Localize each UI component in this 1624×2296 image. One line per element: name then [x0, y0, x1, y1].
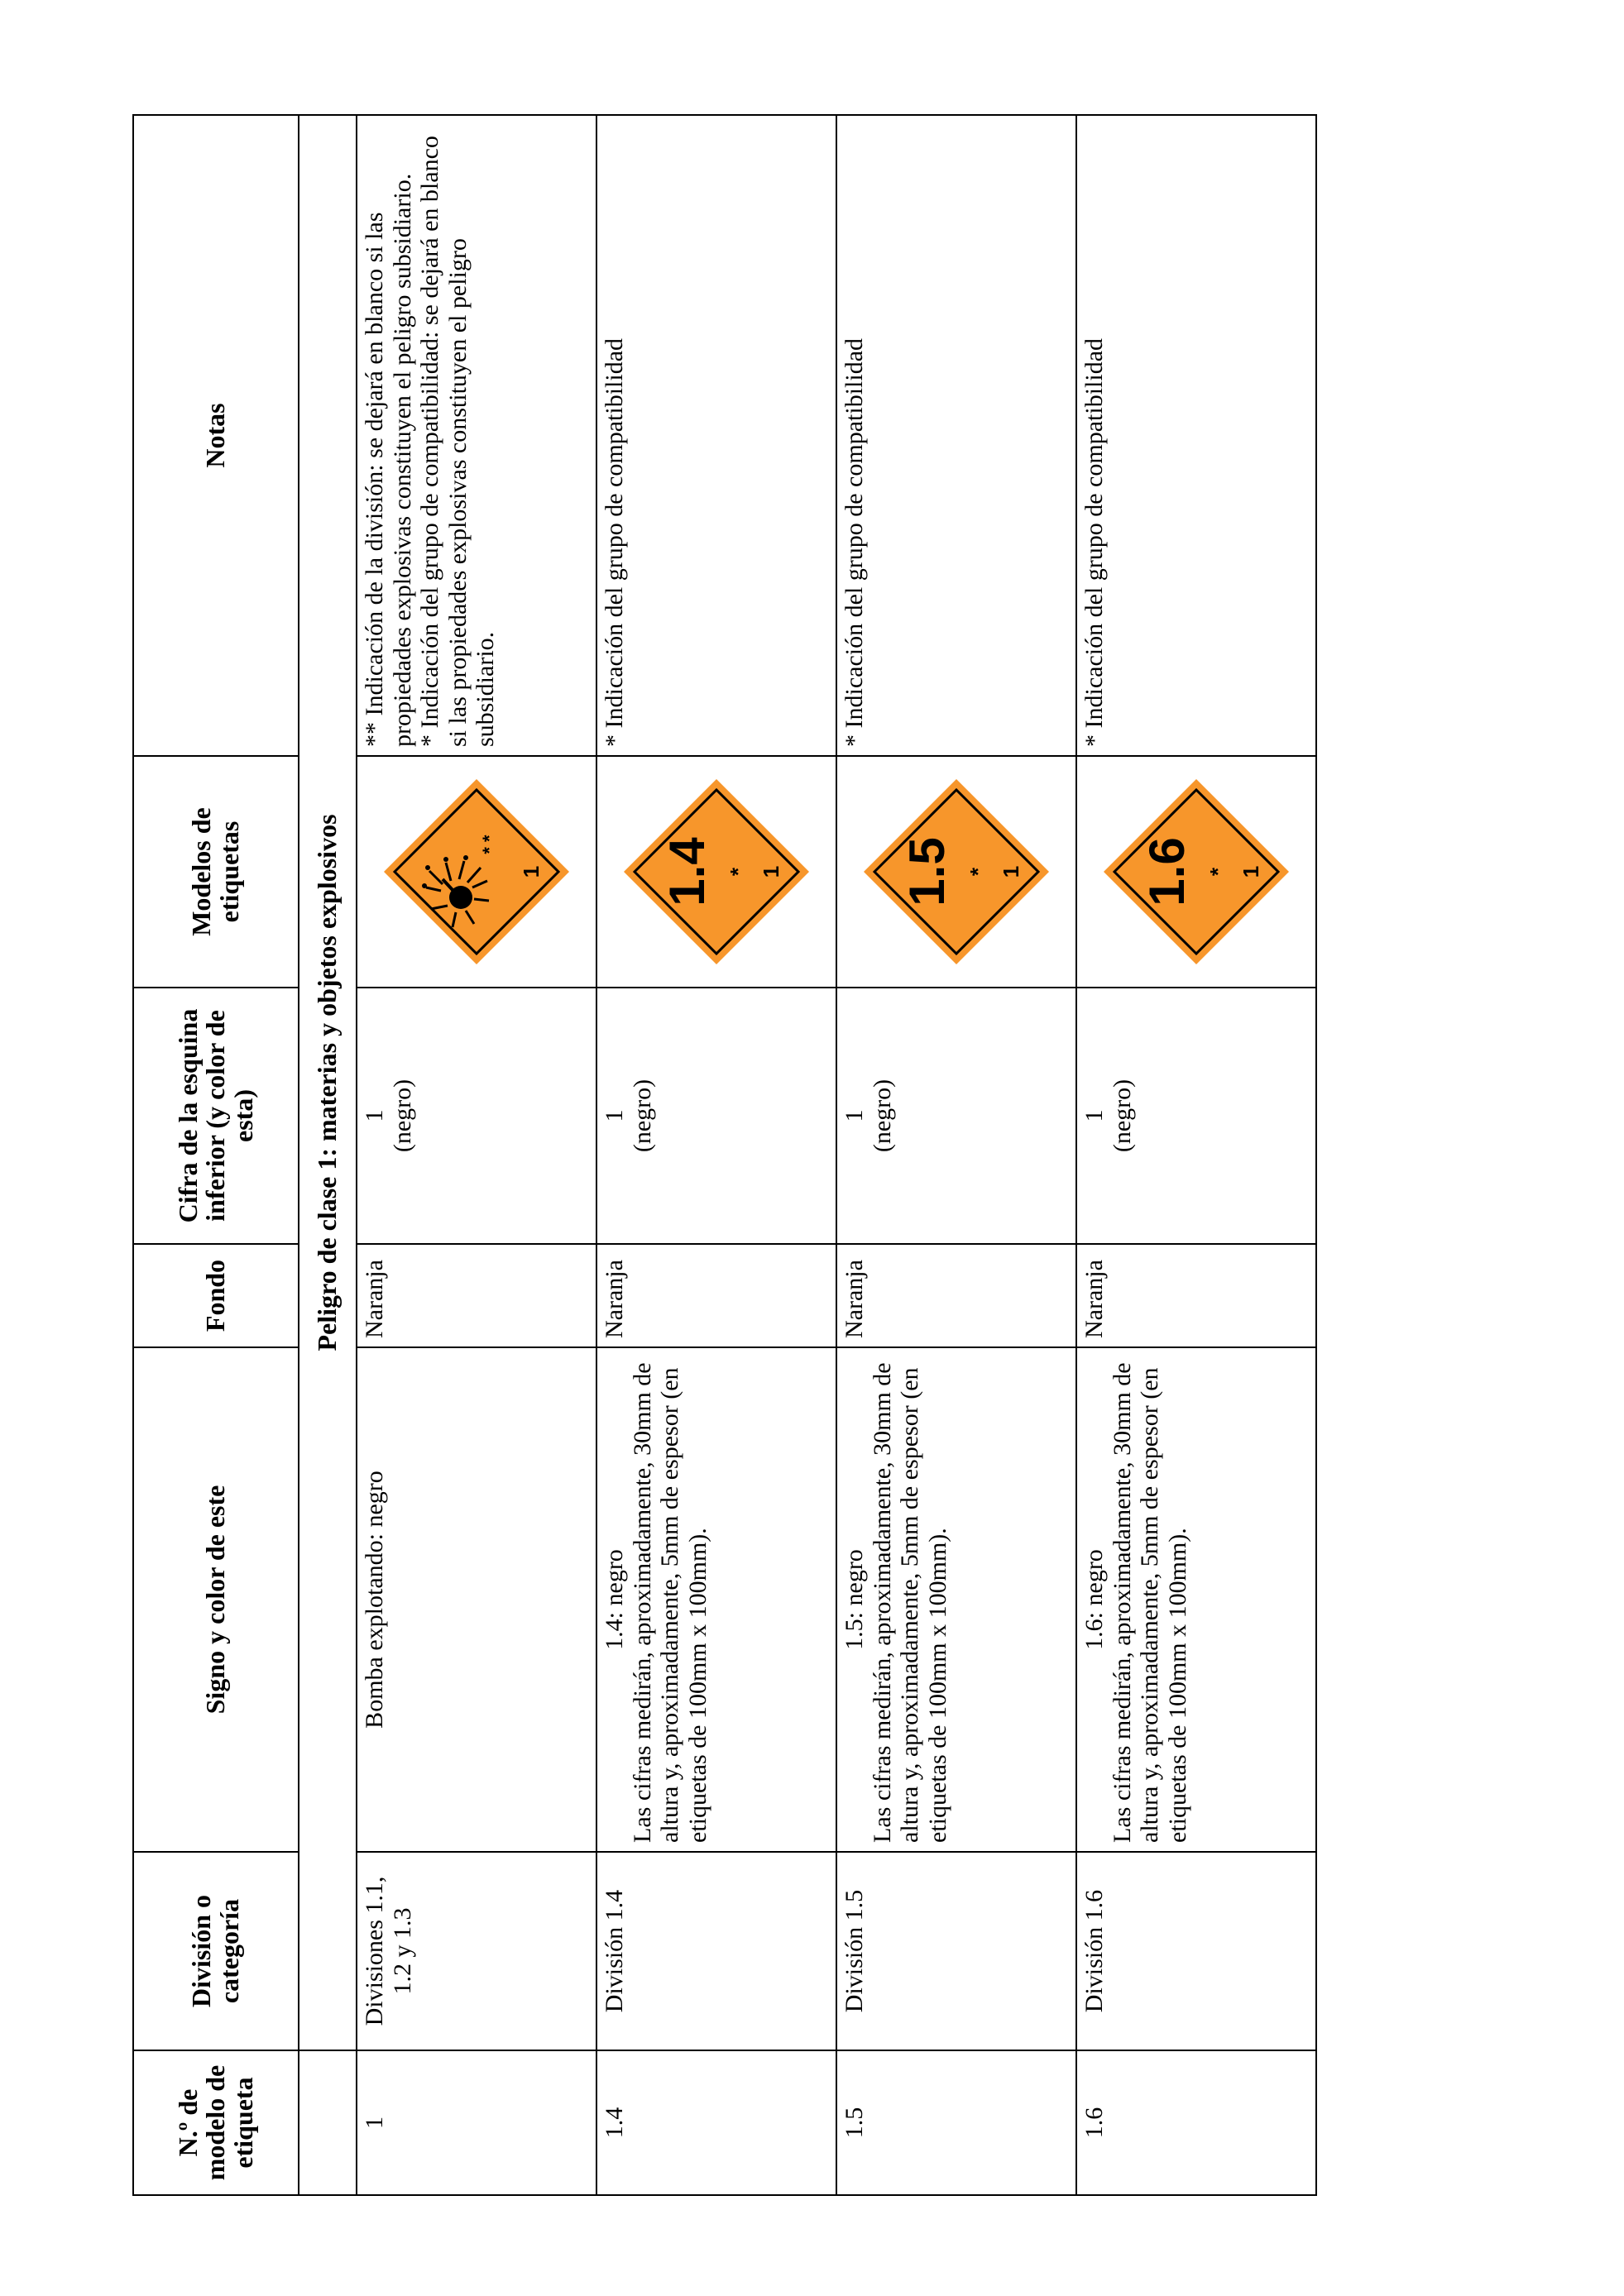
- sign-cell: [1076, 1347, 1316, 1852]
- corner-figure: 1: [361, 1109, 388, 1122]
- label-number-cell: 1.4: [596, 2050, 836, 2195]
- division-cell: División 1.6: [1076, 1852, 1316, 2050]
- corner-color: (negro): [628, 1079, 656, 1153]
- label-class-number: 1: [999, 865, 1023, 878]
- label-model-cell: [357, 756, 596, 988]
- label-model-cell: [596, 756, 836, 988]
- label-number-cell: 1.6: [1076, 2050, 1316, 2195]
- label-figure: 1.6: [1139, 837, 1195, 906]
- sign-title: Bomba explotando: negro: [361, 1471, 388, 1729]
- header-row: [133, 115, 299, 2195]
- label-number-cell: 1: [357, 2050, 596, 2195]
- hazard-label-table: [132, 114, 1317, 2196]
- table-row: [357, 115, 596, 2195]
- label-marks: *: [1205, 867, 1230, 877]
- notes-text: * Indicación del grupo de compatibilidad: [601, 337, 628, 747]
- sign-cell: [357, 1347, 596, 1852]
- header-notes: Notas: [133, 115, 299, 756]
- label-marks: *: [726, 867, 750, 877]
- corner-color: (negro): [388, 1079, 416, 1153]
- sign-detail: Las cifras medirán, aproximadamente, 30mm de altura y, aproximadamente, 5mm de espesor (en etiquetas de 100mm x 100mm).: [868, 1362, 951, 1843]
- notes-cell: [836, 115, 1076, 756]
- notes-text: * Indicación del grupo de compatibilidad: [841, 337, 868, 747]
- notes-cell: [596, 115, 836, 756]
- label-class-number: 1: [1238, 865, 1263, 878]
- table-row: [596, 115, 836, 2195]
- label-class-number: 1: [519, 865, 544, 878]
- label-figure: 1.4: [659, 837, 715, 906]
- corner-figure: 1: [1080, 1109, 1108, 1122]
- class-heading: Peligro de clase 1: materias y objetos explosivos: [299, 115, 357, 2050]
- header-models: Modelos de etiquetas: [133, 756, 299, 988]
- notes-text: ** Indicación de la división: se dejará en blanco si las propiedades explosivas constituyen el peligro subsidiario.: [361, 173, 416, 747]
- background-cell: Naranja: [357, 1244, 596, 1347]
- label-model-cell: [1076, 756, 1316, 988]
- background-cell: Naranja: [836, 1244, 1076, 1347]
- notes-extra-text: * Indicación del grupo de compatibilidad: se dejará en blanco si las propiedades explosivas constituyen el peligro subsidiario.: [416, 136, 500, 747]
- table-row: [1076, 115, 1316, 2195]
- label-figure: 1.5: [899, 837, 955, 906]
- class-heading-row: [299, 115, 357, 2195]
- sign-title: 1.6: negro: [1080, 1549, 1108, 1650]
- label-model-cell: [836, 756, 1076, 988]
- label-class-number: 1: [759, 865, 783, 878]
- background-cell: Naranja: [1076, 1244, 1316, 1347]
- corner-figure-cell: [596, 988, 836, 1244]
- notes-text: * Indicación del grupo de compatibilidad: [1080, 337, 1108, 747]
- class-heading-spacer: [299, 2050, 357, 2195]
- division-cell: División 1.5: [836, 1852, 1076, 2050]
- sign-title: 1.5: negro: [841, 1549, 868, 1650]
- table-row: [836, 115, 1076, 2195]
- corner-figure: 1: [841, 1109, 868, 1122]
- corner-figure-cell: [357, 988, 596, 1244]
- exploding-bomb-icon: [381, 777, 572, 967]
- header-sign: Signo y color de este: [133, 1347, 299, 1852]
- header-label-number: N.º de modelo de etiqueta: [133, 2050, 299, 2195]
- corner-figure-cell: [1076, 988, 1316, 1244]
- sign-cell: [836, 1347, 1076, 1852]
- header-division: División o categoría: [133, 1852, 299, 2050]
- notes-cell: [1076, 115, 1316, 756]
- label-marks: * *: [479, 835, 500, 854]
- sign-cell: [596, 1347, 836, 1852]
- label-marks: *: [965, 867, 990, 877]
- division-cell: Divisiones 1.1, 1.2 y 1.3: [357, 1852, 596, 2050]
- rotated-document: [132, 116, 1278, 2196]
- division-label-icon: [861, 777, 1052, 967]
- background-cell: Naranja: [596, 1244, 836, 1347]
- corner-color: (negro): [1108, 1079, 1136, 1153]
- header-corner-figure: Cifra de la esquina inferior (y color de esta): [133, 988, 299, 1244]
- division-label-icon: [1101, 777, 1291, 967]
- corner-figure-cell: [836, 988, 1076, 1244]
- notes-cell: [357, 115, 596, 756]
- sign-title: 1.4: negro: [601, 1549, 628, 1650]
- sign-detail: Las cifras medirán, aproximadamente, 30mm de altura y, aproximadamente, 5mm de espesor (en etiquetas de 100mm x 100mm).: [628, 1362, 711, 1843]
- label-number-cell: 1.5: [836, 2050, 1076, 2195]
- corner-figure: 1: [601, 1109, 628, 1122]
- corner-color: (negro): [868, 1079, 896, 1153]
- header-background: Fondo: [133, 1244, 299, 1347]
- sign-detail: Las cifras medirán, aproximadamente, 30mm de altura y, aproximadamente, 5mm de espesor (en etiquetas de 100mm x 100mm).: [1108, 1362, 1191, 1843]
- division-label-icon: [621, 777, 812, 967]
- division-cell: División 1.4: [596, 1852, 836, 2050]
